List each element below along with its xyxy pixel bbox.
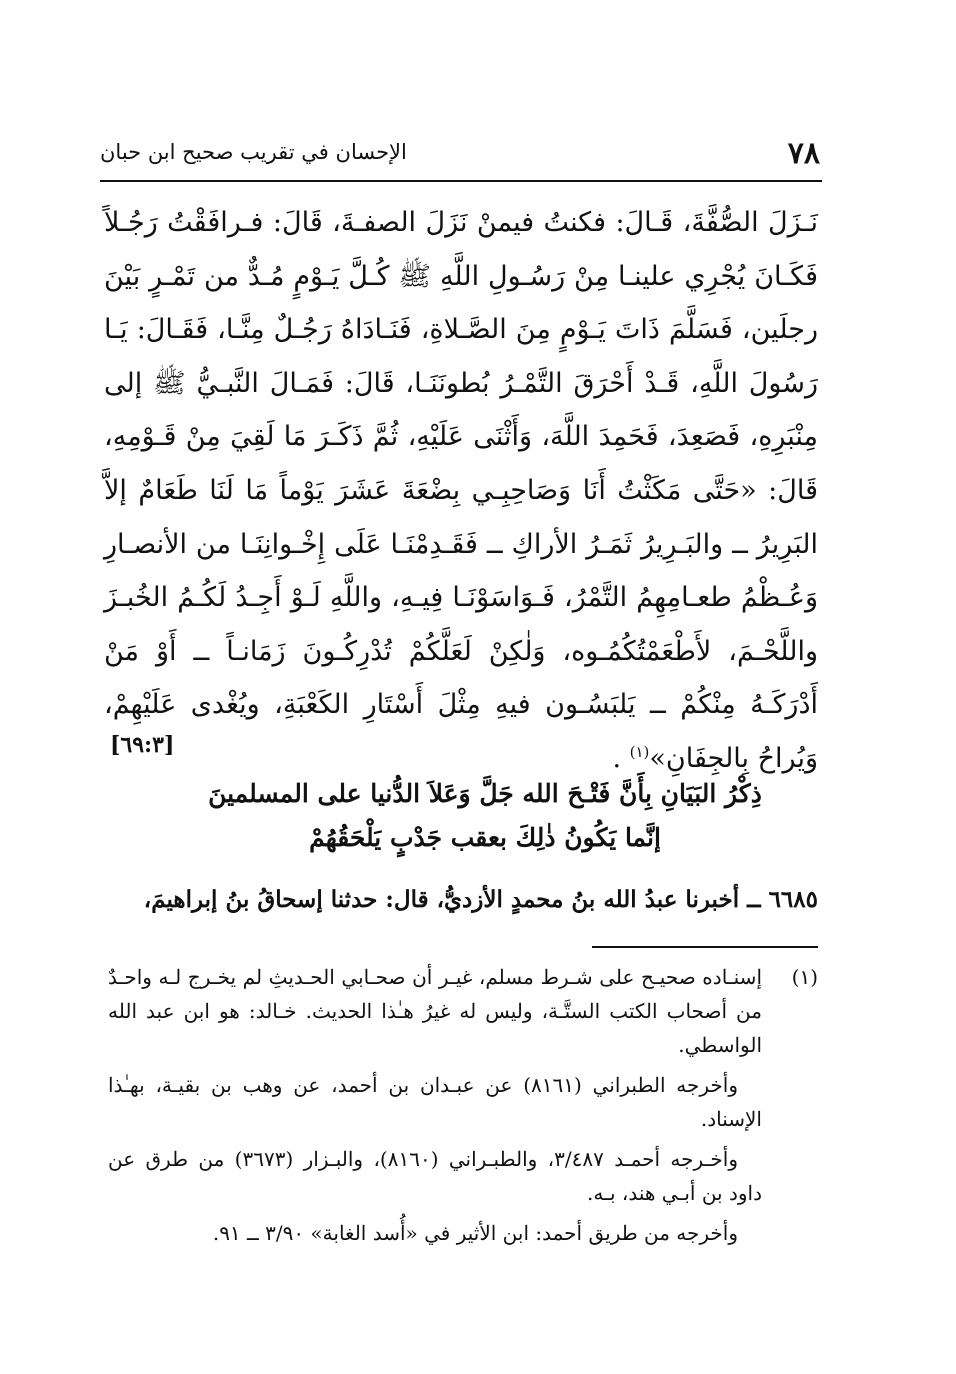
volume-reference: [٦٩:٣] [110, 732, 175, 758]
main-paragraph [104, 196, 818, 786]
footnote-reference[interactable]: (١) [629, 742, 650, 761]
main-text [104, 196, 818, 786]
main-paragraph-text: نَـزَلَ الصُّفَّةَ، قَـالَ: فكنتُ فيمنْ نَزَلَ الصفـةَ، قَالَ: فـرافَقْتُ رَجُـلاً فَكَـانَ يُجْرِي علينـا مِنْ رَسُـولِ اللَّهِ ﷺ كُـلَّ يَـوْمٍ مُـدٌّ من تَمْـرٍ بَيْنَ رجلَين، فَسَلَّمَ ذَاتَ يَـوْمٍ مِنَ الصَّـلاةِ، فَنَـادَاهُ رَجُـلٌ مِنَّـا، فَقَـالَ: يَـا رَسُولَ اللَّهِ، قَـدْ أَحْرَقَ التَّمْـرُ بُطونَنَـا، قَالَ: فَمَـالَ النَّبـيُّ ﷺ إلى مِنْبَرِهِ، فَصَعِدَ، فَحَمِدَ اللَّهَ، وَأَثْنَى عَلَيْهِ، ثُمَّ ذَكَـرَ مَا لَقِيَ مِنْ قَـوْمِهِ، قَالَ: «حَتَّى مَكَثْتُ أَنَا وَصَاحِبِـي بِضْعَةَ عَشَرَ يَوْماً مَا لَنَا طَعَامٌ إلاَّ البَرِيرُ ــ والبَـرِيرُ ثَمَـرُ الأراكِ ــ فَقَـدِمْنَـا عَلَى إِخْـوانِنَـا من الأنصـارِ وَعُـظْمُ طعـامِهِمُ التَّمْرُ، فَـوَاسَوْنَـا فِيـهِ، واللَّهِ لَـوْ أَجِـدُ لَكُـمُ الخُبـزَ واللَّحْـمَ، لأَطْعَمْتُكُمُـوه، وَلٰكِنْ لَعَلَّكُمْ تُدْرِكُـونَ زَمَانـاً ــ أَوْ مَنْ أَدْرَكَـهُ مِنْكُمْ ــ يَلبَسُـون فيهِ مِثْلَ أَسْتَارِ الكَعْبَةِ، ويُغْدى عَلَيْهِمْ، وَيُراحُ بِالجِفَانِ» [104, 207, 818, 774]
footnote-1-paragraph-4: وأخرجه من طريق أحمد: ابن الأثير في «أُسد الغابة» ٣/٩٠ ــ ٩١. [212, 1221, 738, 1245]
footnote-1-paragraph-3: وأخـرجه أحمـد ٣/٤٨٧، والطبـراني (٨١٦٠)، والبـزار (٣٦٧٣) من طرق عن داود بن أبـي هند، بـه. [108, 1147, 762, 1205]
chapter-heading-line-2: إنَّما يَكُونُ ذٰلِكَ بعقب جَدْبٍ يَلْحَقُهُمْ [309, 823, 661, 852]
running-title: الإحسان في تقريب صحيح ابن حبان [100, 140, 407, 164]
header-rule [100, 180, 822, 182]
footnote-1-text: إسنـاده صحيـح على شـرط مسلم، غيـر أن صحـابي الحـديثِ لم يخـرج لـه واحـدٌ من أصحاب الكتب الستَّـة، وليس له غيرُ هـٰذا الحديث. خـالد: هو ابن عبد الله الواسطي. [108, 965, 762, 1057]
hadith-opening-line: ٦٦٨٥ ــ أخبرنا عبدُ الله بنُ محمدٍ الأزديُّ، قال: حدثنا إسحاقُ بنُ إبراهيمَ، [143, 886, 818, 913]
chapter-heading-line-1: ذِكْرُ البَيَانِ بِأَنَّ فَتْـحَ الله جَلَّ وَعَلاَ الدُّنيا على المسلمينَ [208, 779, 762, 808]
page-number: ٧٨ [787, 136, 820, 171]
footnote-1 [108, 960, 818, 1062]
footnote-number: (١) [791, 965, 818, 989]
footnotes [108, 960, 818, 1250]
page-header [100, 130, 820, 178]
paragraph-end-mark: . [612, 742, 630, 774]
footnote-separator [592, 946, 818, 948]
chapter-heading [180, 772, 790, 860]
footnote-1-paragraph-2: وأخرجه الطبراني (٨١٦١) عن عبـدان بن أحمد، عن وهب بن بقيـة، بهـٰذا الإسناد. [108, 1073, 762, 1131]
